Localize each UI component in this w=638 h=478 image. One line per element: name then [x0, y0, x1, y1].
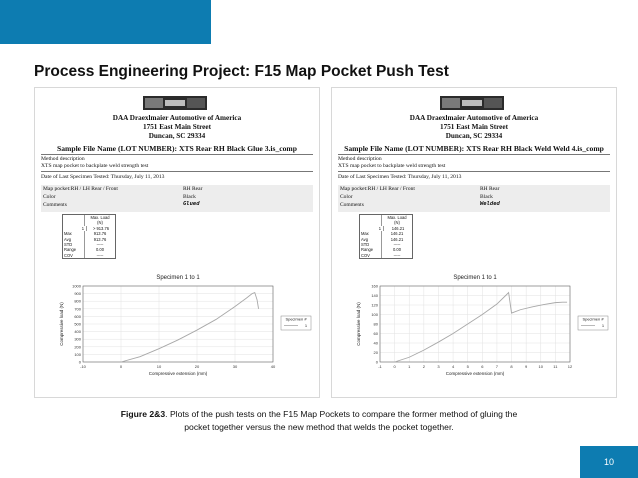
method-description: XTS map pocket to backplate weld strength test: [41, 163, 149, 169]
y-tick-label: 0: [78, 359, 81, 365]
stats-row-label: Range: [360, 247, 382, 252]
param-value: RH Rear: [480, 186, 500, 192]
stats-row-value: > 913.76: [92, 225, 110, 231]
chart-title: Specimen 1 to 1: [453, 275, 497, 281]
series-line-1: [121, 293, 259, 362]
company-logo: [143, 96, 207, 110]
slide-title: Process Engineering Project: F15 Map Pocket Push Test: [34, 63, 449, 80]
date-line: Date of Last Specimen Tested: Thursday, July 11, 2013: [338, 174, 462, 180]
x-tick-label: 4: [451, 364, 455, 369]
y-tick-label: 0: [375, 359, 378, 365]
y-tick-label: 700: [74, 306, 81, 312]
y-tick-label: 900: [74, 291, 81, 297]
divider: [41, 171, 313, 172]
param-label: Map pocket:RH / LH Rear / Front: [43, 186, 118, 192]
method-description: XTS map pocket to backplate weld strength test: [338, 163, 446, 169]
x-tick-label: 8: [510, 364, 513, 369]
page-number-box: [580, 446, 638, 478]
legend-title: Specimen #: [582, 316, 604, 322]
x-tick-label: 5: [466, 364, 469, 369]
legend-entry: 1: [601, 323, 605, 328]
x-tick-label: 40: [270, 364, 276, 369]
x-tick-label: 0: [119, 364, 123, 369]
x-tick-label: 12: [567, 364, 573, 369]
x-tick-label: 6: [481, 364, 484, 369]
param-label: Color: [43, 194, 56, 200]
stats-unit: (N): [97, 220, 103, 226]
stats-header: Max. Load: [387, 215, 407, 220]
stats-row-label: COV: [63, 253, 85, 258]
x-tick-label: 11: [553, 364, 558, 369]
stats-row-value: 0.00: [393, 247, 401, 253]
y-tick-label: 500: [74, 321, 81, 327]
chart-title: Specimen 1 to 1: [156, 275, 200, 281]
divider: [338, 171, 610, 172]
sample-file-name: Sample File Name (LOT NUMBER): XTS Rear RH Black Glue 3.is_comp: [57, 144, 297, 153]
x-axis-label: Compressive extension (mm): [445, 371, 505, 376]
stats-row-label: 1: [63, 226, 87, 231]
stats-row-label: Avg: [63, 237, 85, 242]
load-extension-chart-glued: [41, 268, 315, 388]
caption-text-line1: . Plots of the push tests on the F15 Map Pockets to compare the former method of gluing the: [165, 409, 518, 419]
series-line-1: [395, 293, 567, 362]
divider: [338, 154, 610, 155]
stats-row-value: -----: [96, 242, 104, 248]
x-tick-label: 30: [232, 364, 238, 369]
stats-row-label: STD: [63, 242, 85, 247]
parameter-table: [41, 185, 313, 212]
x-tick-label: 0: [393, 364, 396, 369]
param-label: Comments: [43, 202, 67, 208]
x-tick-label: 9: [525, 364, 528, 369]
param-value: Black: [480, 194, 493, 200]
stats-row-label: Max: [63, 231, 85, 236]
y-tick-label: 60: [373, 331, 378, 336]
caption-text-line2: pocket together versus the new method that welds the pocket together.: [184, 421, 454, 432]
x-tick-label: 7: [495, 364, 499, 369]
y-tick-label: 100: [371, 312, 378, 317]
legend-title: Specimen #: [285, 316, 307, 322]
y-tick-label: 600: [74, 313, 81, 319]
x-tick-label: 3: [437, 364, 440, 369]
date-line: Date of Last Specimen Tested: Thursday, July 11, 2013: [41, 174, 165, 180]
x-tick-label: -10: [80, 364, 86, 369]
stats-row-value: 913.76: [93, 236, 107, 242]
figure-caption: [0, 408, 638, 433]
y-axis-label: Compressive load (N): [356, 302, 361, 346]
stats-row-label: Range: [63, 247, 85, 252]
x-tick-label: 2: [422, 364, 425, 369]
y-tick-label: 140: [371, 293, 378, 298]
method-label: Method description: [41, 156, 85, 162]
param-label: Comments: [340, 202, 364, 208]
company-name: DAA Draexlmaier Automotive of America: [112, 114, 242, 122]
stats-row-label: 1: [360, 226, 384, 231]
stats-row-value: 913.76: [93, 231, 107, 237]
sample-file-name: Sample File Name (LOT NUMBER): XTS Rear RH Black Weld Weld 4.is_comp: [344, 144, 604, 153]
x-tick-label: -1: [378, 364, 382, 369]
y-tick-label: 300: [74, 336, 81, 342]
test-report-glued: [35, 88, 319, 397]
stats-row-label: Avg: [360, 237, 382, 242]
x-tick-label: 1: [408, 364, 411, 369]
y-tick-label: 1000: [72, 283, 81, 289]
company-address: 1751 East Main Street: [143, 123, 211, 131]
y-tick-label: 200: [74, 344, 81, 350]
stats-row-label: STD: [360, 242, 382, 247]
company-logo: [440, 96, 504, 110]
test-report-welded: [332, 88, 616, 397]
param-value: RH Rear: [183, 186, 203, 192]
handwritten-comment: Welded: [480, 201, 500, 207]
method-label: Method description: [338, 156, 382, 162]
divider: [41, 154, 313, 155]
param-label: Color: [340, 194, 353, 200]
top-accent-bar: [0, 0, 211, 44]
stats-row-value: -----: [393, 242, 401, 248]
stats-row-value: 0.00: [96, 247, 104, 253]
load-extension-chart-welded: [338, 268, 612, 388]
company-address: 1751 East Main Street: [440, 123, 508, 131]
company-city: Duncan, SC 29334: [148, 132, 206, 140]
legend-entry: 1: [304, 323, 308, 328]
stats-row-value: 146.21: [391, 225, 405, 231]
parameter-table: [338, 185, 610, 212]
y-tick-label: 40: [373, 340, 378, 346]
stats-row-label: Max: [360, 231, 382, 236]
y-tick-label: 800: [74, 298, 81, 304]
page-number: 10: [603, 457, 614, 467]
x-axis-label: Compressive extension (mm): [148, 371, 208, 376]
stats-row-label: COV: [360, 253, 382, 258]
y-tick-label: 80: [373, 321, 378, 327]
y-tick-label: 400: [74, 329, 81, 335]
stats-row-value: 146.21: [390, 231, 404, 237]
caption-figure-label: Figure 2&3: [120, 409, 166, 419]
stats-table: [359, 214, 413, 259]
company-city: Duncan, SC 29334: [445, 132, 503, 140]
stats-row-value: -----: [96, 252, 104, 258]
stats-table: [62, 214, 116, 259]
y-tick-label: 120: [371, 302, 378, 308]
stats-row-value: -----: [393, 252, 401, 258]
y-tick-label: 20: [373, 350, 378, 355]
param-label: Map pocket:RH / LH Rear / Front: [340, 186, 415, 192]
param-value: Black: [183, 194, 196, 200]
x-tick-label: 20: [194, 364, 200, 369]
company-name: DAA Draexlmaier Automotive of America: [409, 114, 539, 122]
y-tick-label: 160: [371, 283, 378, 289]
y-axis-label: Compressive load (N): [59, 302, 64, 346]
y-tick-label: 100: [74, 351, 81, 357]
x-tick-label: 10: [156, 364, 162, 369]
stats-header: Max. Load: [90, 215, 110, 220]
stats-unit: (N): [394, 220, 400, 226]
handwritten-comment: Glued: [183, 201, 200, 207]
x-tick-label: 10: [538, 364, 543, 369]
stats-row-value: 146.21: [390, 236, 404, 242]
